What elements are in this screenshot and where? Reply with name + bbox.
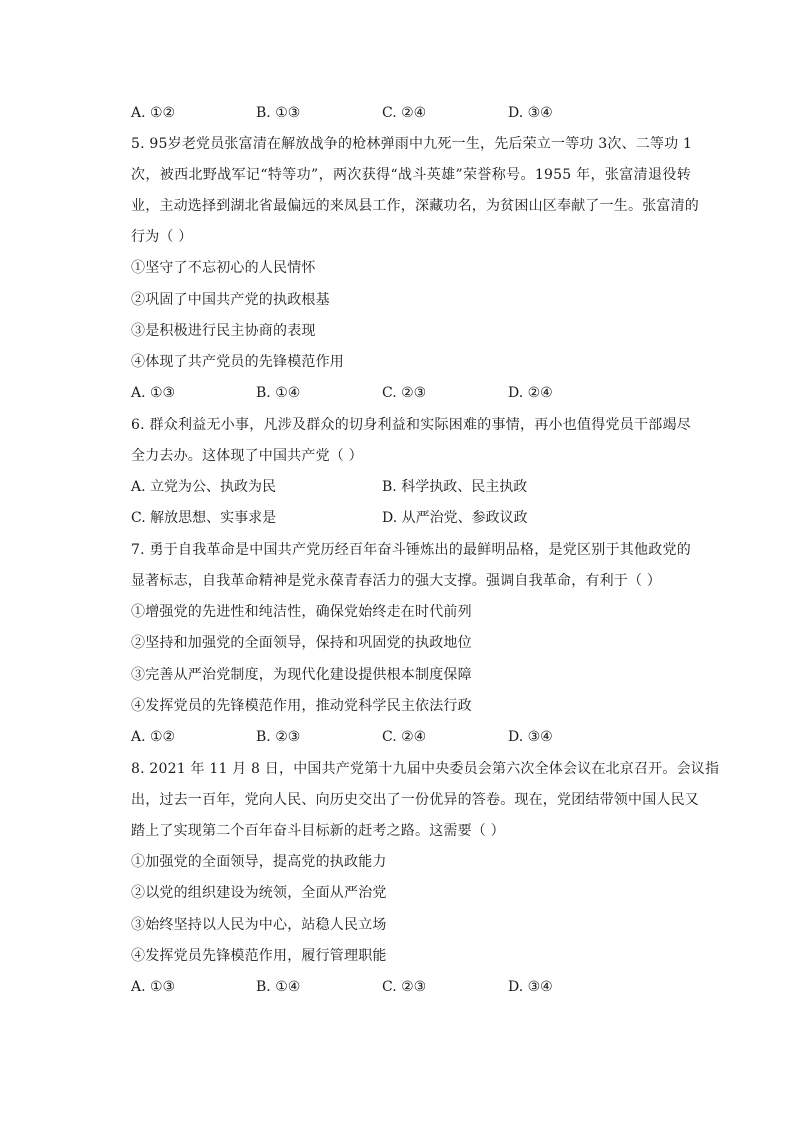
option-a: A. ①② xyxy=(131,105,176,121)
question-7-statement: ④发挥党员的先锋模范作用，推动党科学民主依法行政 xyxy=(131,698,472,714)
option-b: B. ①③ xyxy=(256,105,301,121)
question-8-statement: ③始终坚持以人民为中心，站稳人民立场 xyxy=(131,917,387,933)
question-8-stem-line: 踏上了实现第二个百年奋斗目标新的赶考之路。这需要（ ） xyxy=(131,823,505,839)
question-8-statement: ④发挥党员先锋模范作用，履行管理职能 xyxy=(131,948,387,964)
option-d: D. ③④ xyxy=(508,729,553,745)
option-b: B. ①④ xyxy=(256,979,301,995)
question-5-statement: ③是积极进行民主协商的表现 xyxy=(131,323,316,339)
option-d: D. ③④ xyxy=(508,105,553,121)
question-7-stem-line: 7. 勇于自我革命是中国共产党历经百年奋斗锤炼出的最鲜明品格，是党区别于其他政党的 xyxy=(131,542,691,558)
option-a: A. ①③ xyxy=(131,979,176,995)
option-c: C. ②④ xyxy=(382,105,427,121)
question-8-statement: ②以党的组织建设为统领，全面从严治党 xyxy=(131,885,387,901)
option-c: C. 解放思想、实事求是 xyxy=(131,510,277,526)
option-d: D. 从严治党、参政议政 xyxy=(382,510,528,526)
question-5-statement: ②巩固了中国共产党的执政根基 xyxy=(131,292,330,308)
question-7-statement: ②坚持和加强党的全面领导，保持和巩固党的执政地位 xyxy=(131,635,472,651)
question-5-statement: ①坚守了不忘初心的人民情怀 xyxy=(131,260,316,276)
option-d: D. ③④ xyxy=(508,979,553,995)
question-8-stem-line: 出，过去一百年，党向人民、向历史交出了一份优异的答卷。现在，党团结带领中国人民又 xyxy=(131,792,699,808)
question-6-stem-line: 6. 群众利益无小事，凡涉及群众的切身利益和实际困难的事情，再小也值得党员干部竭尽 xyxy=(131,417,691,433)
option-c: C. ②④ xyxy=(382,729,427,745)
question-5-statement: ④体现了共产党员的先锋模范作用 xyxy=(131,354,344,370)
question-6-stem-line: 全力去办。这体现了中国共产党（ ） xyxy=(131,448,363,464)
question-5-stem-line: 行为（ ） xyxy=(131,229,193,245)
option-a: A. ①③ xyxy=(131,385,176,401)
option-c: C. ②③ xyxy=(382,385,427,401)
question-8-stem-line: 8. 2021 年 11 月 8 日，中国共产党第十九届中央委员会第六次全体会议在北京召开。会议指 xyxy=(131,761,720,777)
option-a: A. 立党为公、执政为民 xyxy=(131,479,277,495)
option-d: D. ②④ xyxy=(508,385,553,401)
question-7-statement: ③完善从严治党制度，为现代化建设提供根本制度保障 xyxy=(131,667,472,683)
question-5-stem-line: 5. 95岁老党员张富清在解放战争的枪林弹雨中九死一生，先后荣立一等功 3次、二等功 1 xyxy=(131,136,693,152)
option-b: B. ②③ xyxy=(256,729,301,745)
option-b: B. ①④ xyxy=(256,385,301,401)
option-a: A. ①② xyxy=(131,729,176,745)
question-7-stem-line: 显著标志，自我革命精神是党永葆青春活力的强大支撑。强调自我革命，有利于（ ） xyxy=(131,573,662,589)
question-5-stem-line: 次，被西北野战军记“特等功”，两次获得“战斗英雄”荣誉称号。1955 年，张富清退役转 xyxy=(131,167,691,183)
question-7-statement: ①增强党的先进性和纯洁性，确保党始终走在时代前列 xyxy=(131,604,472,620)
question-5-stem-line: 业，主动选择到湖北省最偏远的来凤县工作，深藏功名，为贫困山区奉献了一生。张富清的 xyxy=(131,198,699,214)
option-b: B. 科学执政、民主执政 xyxy=(382,479,528,495)
option-c: C. ②③ xyxy=(382,979,427,995)
question-8-statement: ①加强党的全面领导，提高党的执政能力 xyxy=(131,854,387,870)
